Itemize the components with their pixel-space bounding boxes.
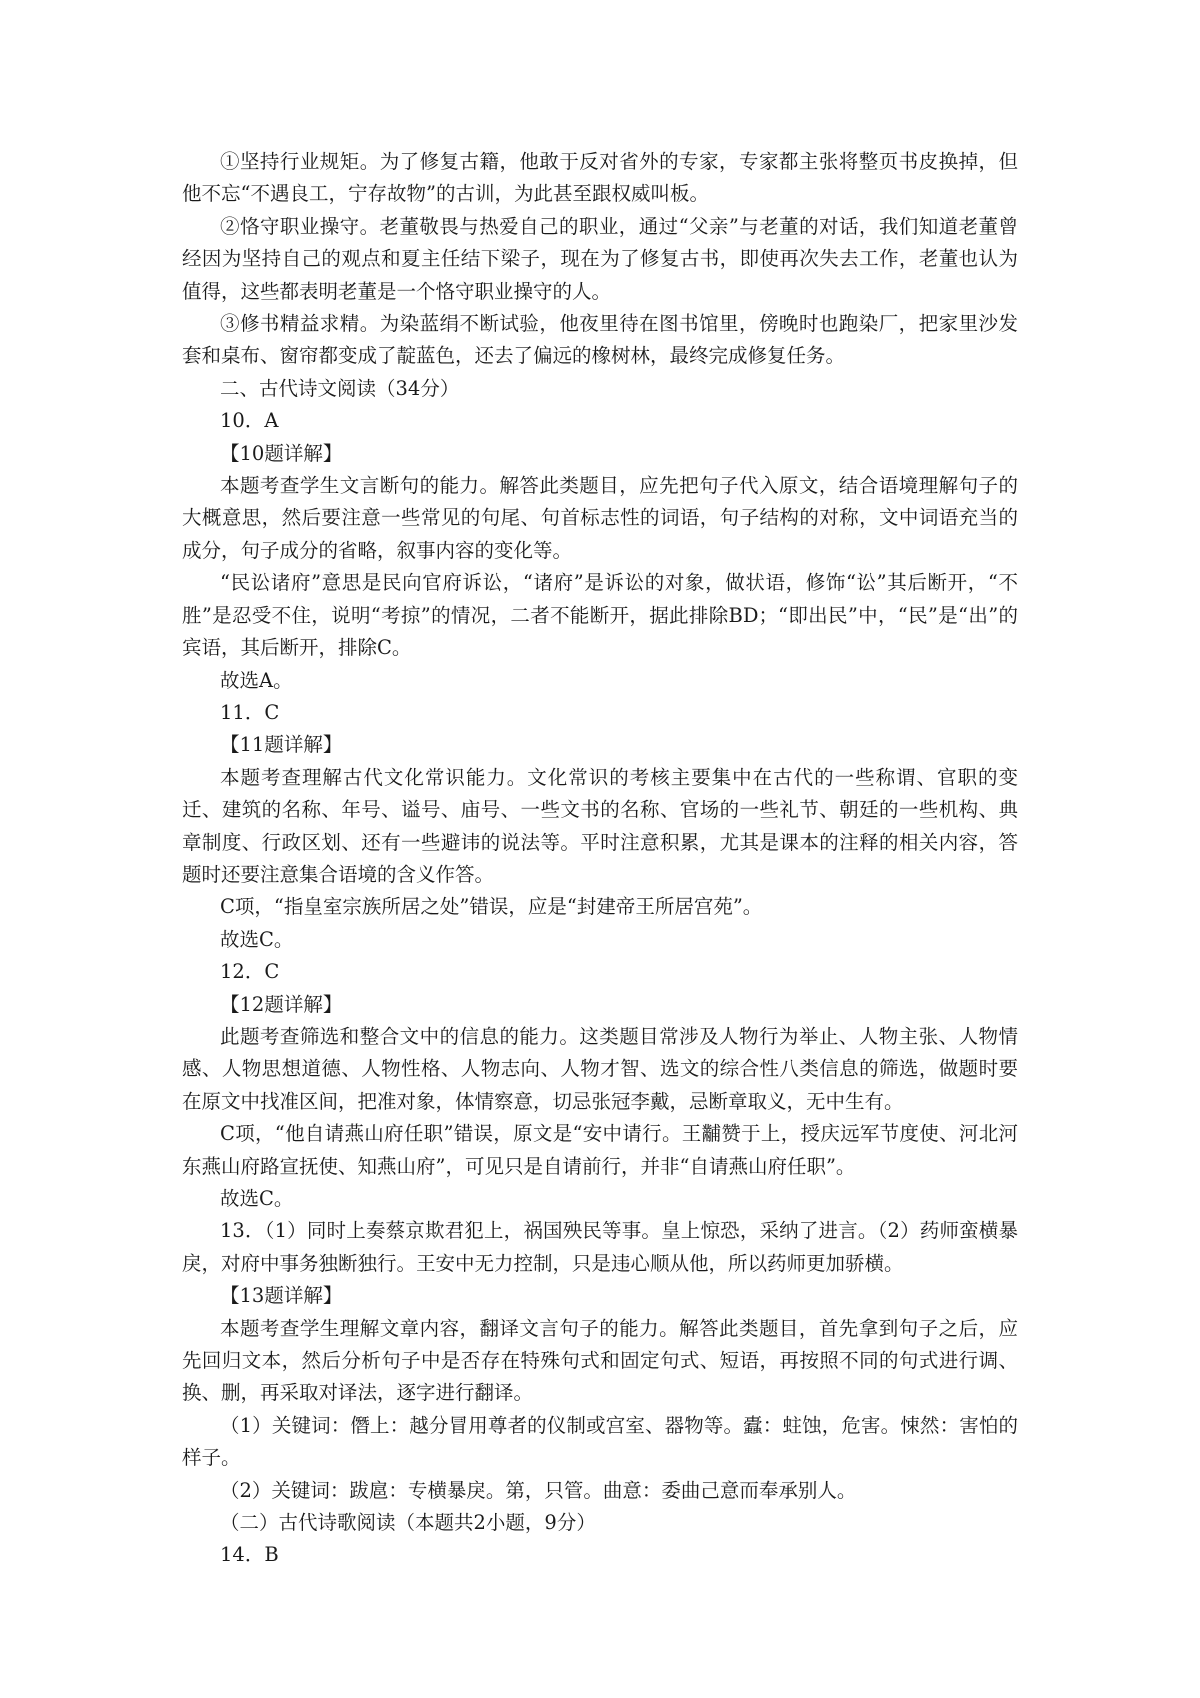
- explanation-heading: 【10题详解】: [220, 441, 343, 465]
- question-answer: 10．A: [220, 409, 279, 433]
- paragraph: 本题考查学生文言断句的能力。解答此类题目，应先把句子代入原文，结合语境理解句子的大概意思，然后要注意一些常见的句尾、句首标志性的词语，句子结构的对称，文中词语充当的成分，句子成分的省略，叙事内容的变化等。: [182, 474, 1018, 562]
- document-body: [182, 146, 1018, 1572]
- paragraph: 此题考查筛选和整合文中的信息的能力。这类题目常涉及人物行为举止、人物主张、人物情感、人物思想道德、人物性格、人物志向、人物才智、选文的综合性八类信息的筛选，做题时要在原文中找准区间，把准对象，体情察意，切忌张冠李戴，忌断章取义，无中生有。: [182, 1024, 1018, 1113]
- section-heading: （二）古代诗歌阅读（本题共2小题，9分）: [220, 1511, 596, 1535]
- choice-line: 故选C。: [220, 927, 294, 951]
- question-answer: 13．（1）同时上奏蔡京欺君犯上，祸国殃民等事。皇上惊恐，采纳了进言。（2）药师蛮横暴戾，对府中事务独断独行。王安中无力控制，只是违心顺从他，所以药师更加骄横。: [182, 1219, 1018, 1275]
- section-heading: 二、古代诗文阅读（34分）: [220, 376, 460, 400]
- question-answer: 11．C: [220, 700, 280, 724]
- choice-line: 故选A。: [220, 668, 293, 692]
- answer-point-2: ②恪守职业操守。老董敬畏与热爱自己的职业，通过“父亲”与老董的对话，我们知道老董曾经因为坚持自己的观点和夏主任结下梁子，现在为了修复古书，即使再次失去工作，老董也认为值得，这些都表明老董是一个恪守职业操守的人。: [182, 214, 1018, 303]
- paragraph: （2）关键词：跋扈：专横暴戾。第，只管。曲意：委曲己意而奉承别人。: [220, 1478, 857, 1502]
- answer-point-1: ①坚持行业规矩。为了修复古籍，他敢于反对省外的专家，专家都主张将整页书皮换掉，但他不忘“不遇良工，宁存故物”的古训，为此甚至跟权威叫板。: [182, 150, 1018, 206]
- paragraph: 本题考查理解古代文化常识能力。文化常识的考核主要集中在古代的一些称谓、官职的变迁、建筑的名称、年号、谥号、庙号、一些文书的名称、官场的一些礼节、朝廷的一些机构、典章制度、行政区划、还有一些避讳的说法等。平时注意积累，尤其是课本的注释的相关内容，答题时还要注意集合语境的含义作答。: [182, 765, 1018, 886]
- explanation-heading: 【13题详解】: [220, 1284, 343, 1308]
- paragraph: （1）关键词：僭上：越分冒用尊者的仪制或宫室、器物等。蠹：蛀蚀，危害。悚然：害怕的样子。: [182, 1413, 1018, 1470]
- choice-line: 故选C。: [220, 1187, 294, 1210]
- question-answer: 14．B: [220, 1543, 279, 1567]
- explanation-heading: 【12题详解】: [220, 992, 343, 1016]
- paragraph: 本题考查学生理解文章内容，翻译文言句子的能力。解答此类题目，首先拿到句子之后，应先回归文本，然后分析句子中是否存在特殊句式和固定句式、短语，再按照不同的句式进行调、换、删，再采取对译法，逐字进行翻译。: [182, 1316, 1018, 1405]
- paragraph: C项，“指皇室宗族所居之处”错误，应是“封建帝王所居宫苑”。: [220, 895, 763, 919]
- answer-point-3: ③修书精益求精。为染蓝绢不断试验，他夜里待在图书馆里，傍晚时也跑染厂，把家里沙发套和桌布、窗帘都变成了靛蓝色，还去了偏远的橡树林，最终完成修复任务。: [182, 312, 1018, 368]
- paragraph: C项，“他自请燕山府任职”错误，原文是“安中请行。王黼赞于上，授庆远军节度使、河北河东燕山府路宣抚使、知燕山府”，可见只是自请前行，并非“自请燕山府任职”。: [182, 1122, 1018, 1178]
- explanation-heading: 【11题详解】: [220, 733, 343, 757]
- question-answer: 12．C: [220, 960, 280, 984]
- paragraph: “民讼诸府”意思是民向官府诉讼，“诸府”是诉讼的对象，做状语，修饰“讼”其后断开，“不胜”是忍受不住，说明“考掠”的情况，二者不能断开，据此排除BD；“即出民”中，“民”是“出”的宾语，其后断开，排除C。: [182, 571, 1018, 660]
